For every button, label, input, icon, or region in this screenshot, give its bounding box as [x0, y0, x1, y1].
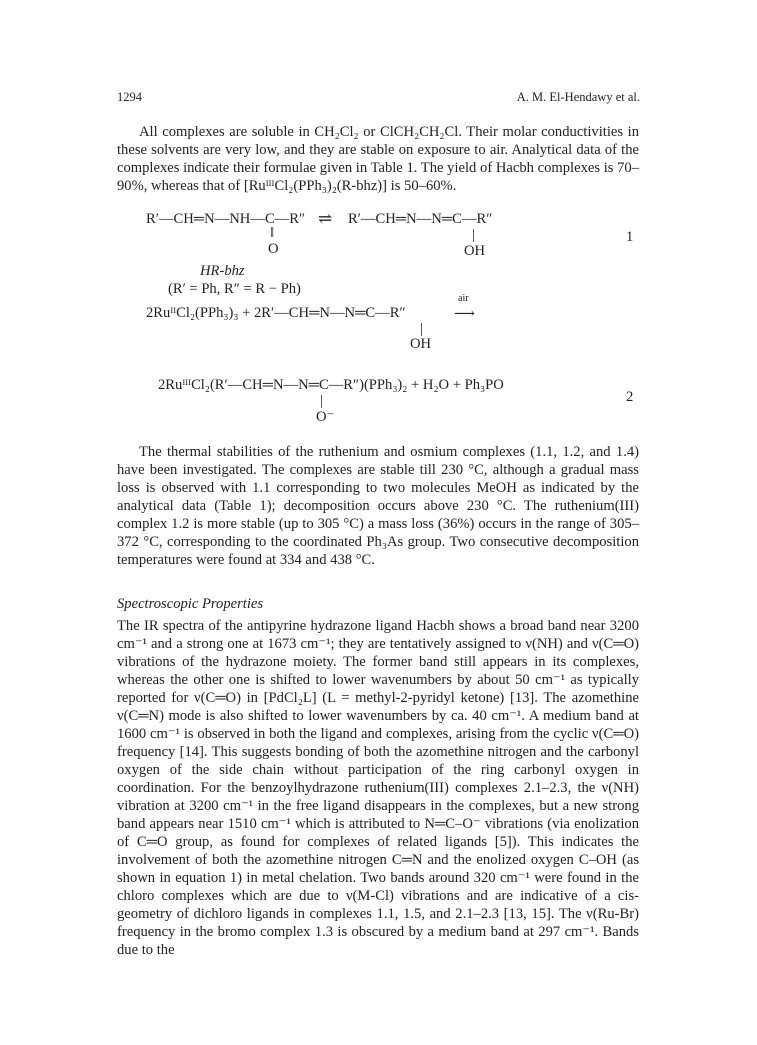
eq1-right-sub: OH	[464, 243, 486, 259]
section-heading: Spectroscopic Properties	[117, 596, 264, 612]
eq1-ligand-def: (R′ = Ph, R″ = R − Ph)	[168, 281, 301, 297]
eq2-arrow: ⟶	[454, 306, 475, 322]
eq2-line1-sub: OH	[410, 336, 432, 352]
eq2-line2-sub: O⁻	[316, 409, 335, 425]
eq2-line1-bond: |	[420, 321, 423, 337]
eq2-arrow-label: air	[458, 293, 469, 304]
eq1-ligand-name: HR-bhz	[200, 263, 245, 279]
eq1-left-chain: R′—CH═N—NH—C—R″	[146, 211, 306, 227]
eq1-left-bond: ‖	[270, 225, 275, 241]
paragraph-2: The thermal stabilities of the ruthenium and osmium complexes (1.1, 1.2, and 1.4) have been investigated. The complexes are stable till 230 °C, although a gradual mass loss is observed with 1.1 corresponding to two molecules MeOH as indicated by the analytical data (Table 1); decomposition occurs above 230 °C. The ruthenium(III) complex 1.2 is more stable (up to 305 °C) a mass loss (36%) occurs in the range of 305–372 °C, corresponding to the coordinated Ph₃As group. Two consecutive decomposition temperatures were found at 334 and 438 °C.	[117, 444, 639, 568]
eq1-right-bond: |	[472, 227, 475, 243]
eq2-number: 2	[626, 389, 634, 405]
eq1-left-sub: O	[268, 241, 279, 257]
eq1-right-chain: R′—CH═N—N═C—R″	[348, 211, 493, 227]
running-head: A. M. El-Hendawy et al.	[516, 90, 640, 104]
equation-2	[146, 293, 646, 430]
eq2-line1: 2RuᴵᴵCl₂(PPh₃)₃ + 2R′—CH═N—N═C—R″	[146, 305, 406, 321]
eq2-line2: 2RuᴵᴵᴵCl₂(R′—CH═N—N═C—R″)(PPh₃)₂ + H₂O + Ph₃PO	[158, 377, 504, 393]
paragraph-1: All complexes are soluble in CH₂Cl₂ or ClCH₂CH₂Cl. Their molar conductivities in these solvents are very low, and they are stable on exposure to air. Analytical data of the complexes indicate their formulae given in Table 1. The yield of Hacbh complexes is 70–90%, whereas that of [RuᴵᴵᴵCl₂(PPh₃)₂(R-bhz)] is 50–60%.	[117, 124, 639, 194]
eq1-equilibrium-arrow: ⇌	[318, 209, 333, 228]
paragraph-3: The IR spectra of the antipyrine hydrazone ligand Hacbh shows a broad band near 3200 cm⁻¹ and a strong one at 1673 cm⁻¹; they are tentatively assigned to ν(NH) and ν(C═O) vibrations of the hydrazone moiety. The former band still appears in its complexes, whereas the other one is shifted to lower wavenumbers by about 50 cm⁻¹ as typically reported for ν(C═O) in [PdCl₂L] (L = methyl-2-pyridyl ketone) [13]. The azomethine ν(C═N) mode is also shifted to lower wavenumbers by ca. 40 cm⁻¹. A medium band at 1600 cm⁻¹ is observed in both the ligand and complexes, arising from the cyclic ν(C═O) frequency [14]. This suggests bonding of both the azomethine nitrogen and the carbonyl oxygen of the side chain without participation of the ring carbonyl oxygen in coordination. For the benzoylhydrazone ruthenium(III) complexes 2.1–2.3, the ν(NH) vibration at 3200 cm⁻¹ in the free ligand disappears in the complexes, but a new strong band appears near 1510 cm⁻¹ which is attributed to N═C–O⁻ vibrations (via enolization of C═O group, as found for complexes of related ligands [5]). This indicates the involvement of both the azomethine nitrogen C═N and the enolized oxygen C–OH (as shown in equation 1) in metal chelation. Two bands around 320 cm⁻¹ were found in the chloro complexes which are due to ν(M-Cl) vibrations and are indicative of a cis-geometry of dichloro ligands in complexes 1.1, 1.5, and 2.1–2.3 [13, 15]. The ν(Ru-Br) frequency in the bromo complex 1.3 is obscured by a medium band at 297 cm⁻¹. Bands due to the	[117, 618, 639, 958]
eq2-line2-bond: |	[320, 393, 323, 409]
eq1-number: 1	[626, 229, 634, 245]
page-number: 1294	[117, 90, 142, 104]
equation-1	[146, 211, 646, 301]
